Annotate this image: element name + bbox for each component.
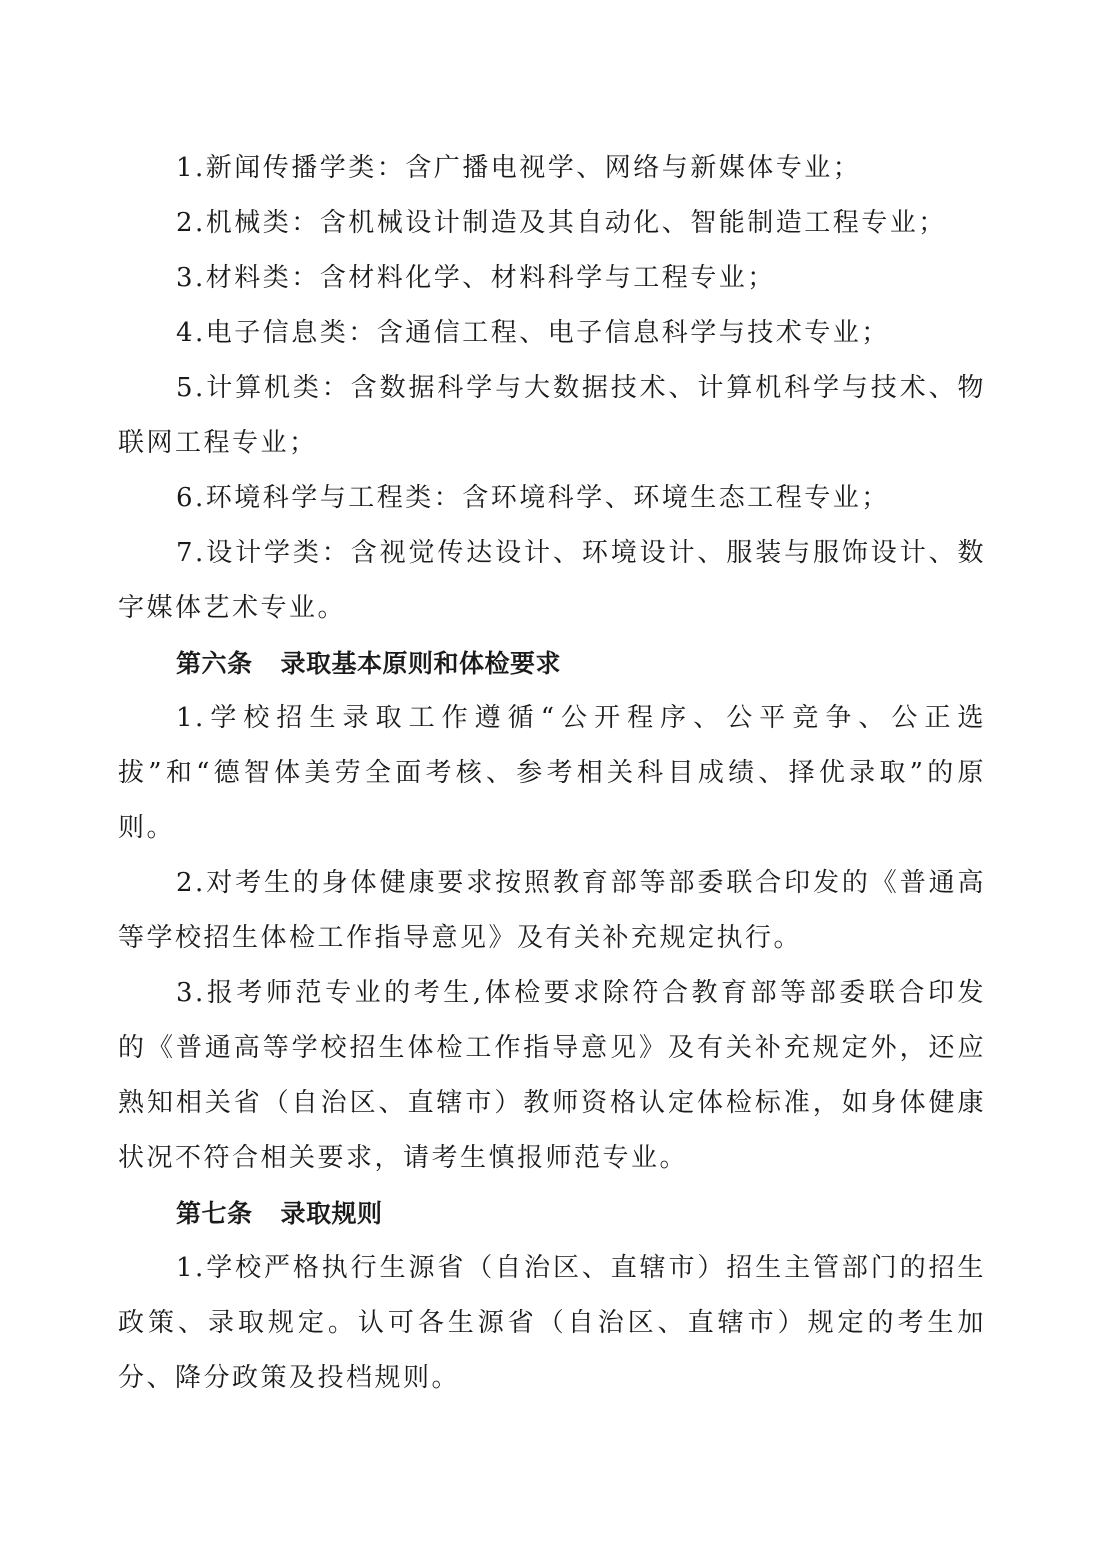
article-6-heading: [118, 636, 986, 691]
major-list-item-1: 1.新闻传播学类：含广播电视学、网络与新媒体专业；: [176, 153, 862, 183]
article-6-paragraph-2: 2.对考生的身体健康要求按照教育部等部委联合印发的《普通高等学校招生体检工作指导意见》及有关补充规定执行。: [118, 868, 986, 953]
article-7-paragraph-1: 1.学校严格执行生源省（自治区、直辖市）招生主管部门的招生政策、录取规定。认可各生源省（自治区、直辖市）规定的考生加分、降分政策及投档规则。: [118, 1253, 986, 1393]
article-6-paragraph-3: 3.报考师范专业的考生,体检要求除符合教育部等部委联合印发的《普通高等学校招生体检工作指导意见》及有关补充规定外，还应熟知相关省（自治区、直辖市）教师资格认定体检标准，如身体健康状况不符合相关要求，请考生慎报师范专业。: [118, 978, 986, 1173]
major-list-item-3: 3.材料类：含材料化学、材料科学与工程专业；: [176, 263, 776, 293]
document-page: [118, 141, 986, 1406]
article-6-paragraph-1: 1.学校招生录取工作遵循“公开程序、公平竞争、公正选拔”和“德智体美劳全面考核、参考相关科目成绩、择优录取”的原则。: [118, 703, 986, 843]
major-list-item-5: 5.计算机类：含数据科学与大数据技术、计算机科学与技术、物联网工程专业；: [118, 373, 986, 458]
major-list-item-7: 7.设计学类：含视觉传达设计、环境设计、服装与服饰设计、数字媒体艺术专业。: [118, 538, 986, 623]
major-list-item-2: 2.机械类：含机械设计制造及其自动化、智能制造工程专业；: [176, 208, 947, 238]
article-7-title: 录取规则: [280, 1199, 383, 1228]
major-list-item-4: 4.电子信息类：含通信工程、电子信息科学与技术专业；: [176, 318, 890, 348]
article-7-number: 第七条: [176, 1199, 253, 1228]
major-list-item-6: 6.环境科学与工程类：含环境科学、环境生态工程专业；: [176, 483, 890, 513]
article-7-heading: [118, 1186, 986, 1241]
article-6-title: 录取基本原则和体检要求: [280, 649, 562, 678]
article-6-number: 第六条: [176, 649, 253, 678]
